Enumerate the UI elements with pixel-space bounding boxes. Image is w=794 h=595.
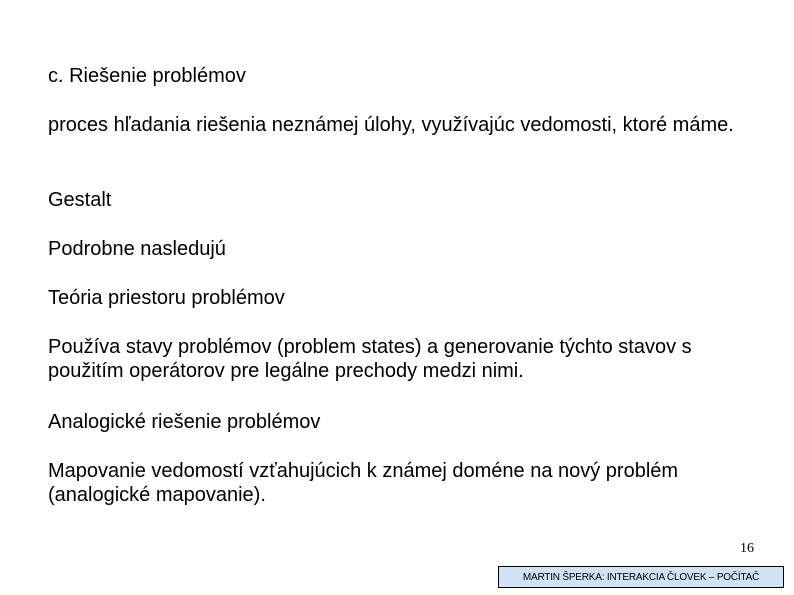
section-heading-problem-solving: c. Riešenie problémov [48, 65, 246, 87]
section-text-problem-space-theory: Používa stavy problémov (problem states) a generovanie týchto stavov s použitím operátorov pre legálne prechody medzi nimi. [48, 336, 692, 382]
section-text-problem-solving: proces hľadania riešenia neznámej úlohy, využívajúc vedomosti, ktoré máme. [48, 114, 734, 136]
section-heading-analogical-problem-solving: Analogické riešenie problémov [48, 411, 321, 433]
section-heading-problem-space-theory: Teória priestoru problémov [48, 287, 285, 309]
section-text-analogical-problem-solving: Mapovanie vedomostí vzťahujúcich k známej doméne na nový problém (analogické mapovanie). [48, 460, 679, 506]
section-text-gestalt: Podrobne nasledujú [48, 238, 226, 260]
section-heading-gestalt: Gestalt [48, 189, 112, 211]
footer-banner: MARTIN ŠPERKA: INTERAKCIA ČLOVEK – POČÍTAČ [498, 566, 784, 588]
page-number: 16 [740, 541, 754, 556]
